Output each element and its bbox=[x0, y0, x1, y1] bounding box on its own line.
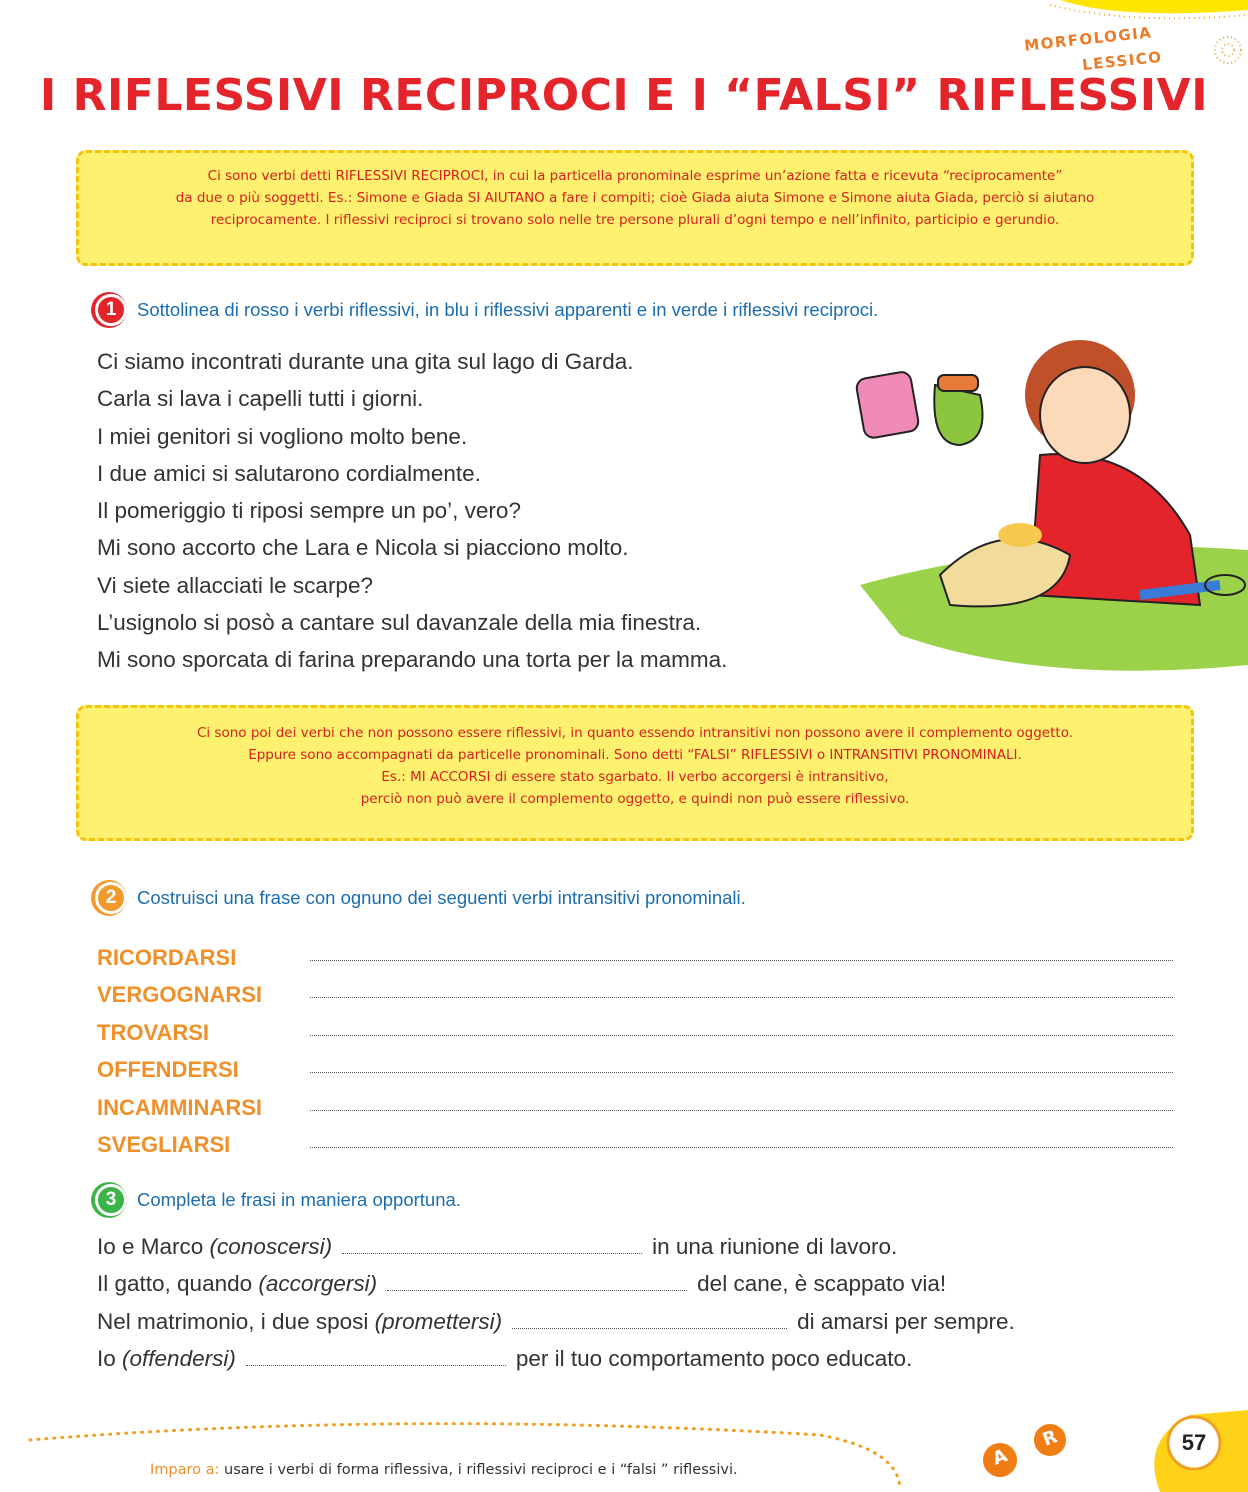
exercise-3-sentences bbox=[97, 1228, 1015, 1377]
sentence: Mi sono sporcata di farina preparando una torta per la mamma. bbox=[97, 647, 728, 673]
verb-label: SVEGLIARSI bbox=[97, 1132, 231, 1157]
info-box-reciproci bbox=[76, 150, 1194, 266]
fill-sentence: Il gatto, quando (accorgersi) del cane, è scappato via! bbox=[97, 1271, 947, 1297]
sentence: L’usignolo si posò a cantare sul davanzale della mia finestra. bbox=[97, 610, 702, 636]
fill-sentence: Io e Marco (conoscersi) in una riunione di lavoro. bbox=[97, 1234, 898, 1259]
exercise-instruction: Sottolinea di rosso i verbi riflessivi, in blu i riflessivi apparenti e in verde i riflessivi reciproci. bbox=[137, 299, 879, 320]
answer-blank[interactable] bbox=[246, 1365, 506, 1366]
spiral-icon bbox=[1213, 30, 1243, 70]
verb-row bbox=[97, 1008, 1173, 1046]
answer-line[interactable] bbox=[310, 1072, 1173, 1073]
exercise-1-header bbox=[95, 294, 878, 326]
page-title: I RIFLESSIVI RECIPROCI E I “FALSI” RIFLESSIVI bbox=[39, 70, 1209, 121]
info-line: Ci sono poi dei verbi che non possono essere riflessivi, in quanto essendo intransitivi non possono avere il complemento oggetto. bbox=[196, 725, 1074, 741]
info-line: Es.: MI ACCORSI di essere stato sgarbato. Il verbo accorgersi è intransitivo, bbox=[381, 769, 889, 785]
answer-blank[interactable] bbox=[512, 1328, 787, 1329]
exercise-2-header bbox=[95, 882, 746, 914]
sentence: I miei genitori si vogliono molto bene. bbox=[97, 423, 468, 449]
exercise-number-badge: 1 bbox=[95, 294, 127, 326]
sentence: Mi sono accorto che Lara e Nicola si piacciono molto. bbox=[97, 535, 629, 561]
exercise-1-sentences bbox=[97, 343, 727, 679]
answer-line[interactable] bbox=[310, 1035, 1173, 1036]
info-line: da due o più soggetti. Es.: Simone e Giada SI AIUTANO a fare i compiti; cioè Giada aiuta Simone e Simone aiuta Giada, perciò si aiutano bbox=[175, 190, 1095, 206]
category-morfologia: MORFOLOGIA bbox=[1023, 23, 1154, 55]
verb-label: RICORDARSI bbox=[97, 944, 237, 970]
sentence: Ci siamo incontrati durante una gita sul lago di Garda. bbox=[97, 349, 634, 374]
learning-goal: Imparo a: usare i verbi di forma riflessiva, i riflessivi reciproci e i “falsi ” riflessivi. bbox=[150, 1462, 738, 1478]
info-line: reciprocamente. I riflessivi reciproci si trovano solo nelle tre persone plurali d’ogni tempo e nell’infinito, participio e gerundio. bbox=[210, 212, 1060, 228]
fill-sentence: Io (offendersi) per il tuo comportamento poco educato. bbox=[97, 1345, 913, 1371]
info-line: Ci sono verbi detti RIFLESSIVI RECIPROCI, in cui la particella pronominale esprime un’azione fatta e ricevuta “reciprocamente” bbox=[207, 168, 1063, 184]
footer-decoration bbox=[0, 1410, 1248, 1492]
exercise-3-header bbox=[95, 1184, 461, 1216]
sentence: Il pomeriggio ti riposi sempre un po’, vero? bbox=[97, 498, 521, 524]
exercise-instruction: Costruisci una frase con ognuno dei seguenti verbi intransitivi pronominali. bbox=[137, 887, 746, 908]
info-box-falsi-riflessivi bbox=[76, 705, 1194, 841]
category-lessico: LESSICO bbox=[1081, 47, 1164, 75]
answer-line[interactable] bbox=[310, 1147, 1173, 1148]
sentence: Vi siete allacciati le scarpe? bbox=[97, 572, 373, 598]
page-number: 57 bbox=[1181, 1430, 1207, 1455]
exercise-number-badge: 3 bbox=[95, 1184, 127, 1216]
answer-line[interactable] bbox=[310, 960, 1173, 961]
verb-row bbox=[97, 971, 1173, 1009]
verb-label: VERGOGNARSI bbox=[97, 982, 263, 1007]
answer-blank[interactable] bbox=[342, 1253, 642, 1254]
exercise-instruction: Completa le frasi in maniera opportuna. bbox=[137, 1189, 461, 1210]
verb-label: OFFENDERSI bbox=[97, 1057, 239, 1082]
answer-blank[interactable] bbox=[387, 1290, 687, 1291]
verb-list bbox=[97, 933, 1173, 1158]
fill-sentence: Nel matrimonio, i due sposi (promettersi) di amarsi per sempre. bbox=[97, 1308, 1015, 1334]
verb-label: INCAMMINARSI bbox=[97, 1094, 262, 1120]
sentence: Carla si lava i capelli tutti i giorni. bbox=[97, 386, 424, 412]
info-line: Eppure sono accompagnati da particelle pronominali. Sono detti “FALSI” RIFLESSIVI o INTRANSITIVI PRONOMINALI. bbox=[248, 747, 1022, 763]
badge-r: R bbox=[1039, 1426, 1061, 1451]
verb-label: TROVARSI bbox=[97, 1019, 210, 1045]
badge-a: A bbox=[989, 1445, 1011, 1470]
answer-line[interactable] bbox=[310, 997, 1173, 998]
verb-row bbox=[97, 933, 1173, 971]
exercise-number-badge: 2 bbox=[95, 882, 127, 914]
girl-baking-illustration bbox=[840, 335, 1248, 680]
verb-row bbox=[97, 1083, 1173, 1121]
answer-line[interactable] bbox=[310, 1110, 1173, 1111]
info-line: perciò non può avere il complemento oggetto, e quindi non può essere riflessivo. bbox=[360, 791, 910, 807]
verb-row bbox=[97, 1121, 1173, 1159]
sentence: I due amici si salutarono cordialmente. bbox=[97, 460, 481, 486]
verb-row bbox=[97, 1046, 1173, 1084]
